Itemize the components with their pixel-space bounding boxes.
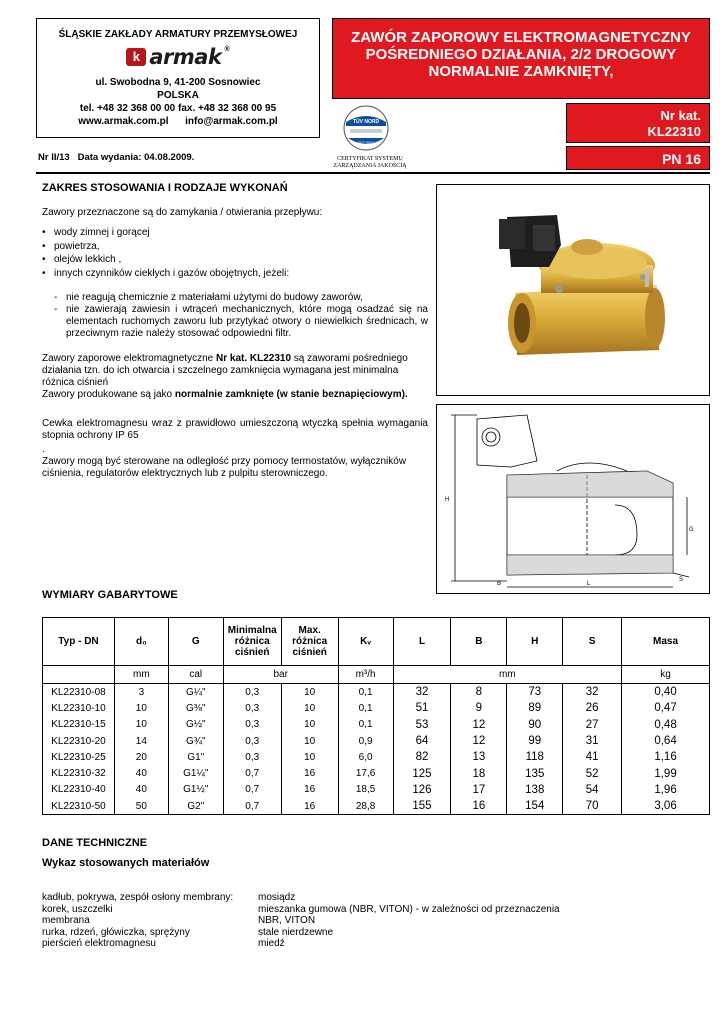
material-part: kadłub, pokrywa, zespół osłony membrany:	[42, 892, 234, 903]
table-cell: 9	[451, 700, 507, 716]
table-cell: 126	[393, 782, 451, 798]
list-item	[42, 904, 560, 916]
table-cell: KL22310-15	[43, 717, 115, 733]
table-cell: 40	[114, 782, 168, 798]
table-cell: 16	[451, 798, 507, 815]
pressure-rating: PN 16	[566, 146, 710, 170]
issue-number: Nr II/13	[38, 152, 70, 163]
material-part: korek, uszczelki	[42, 903, 113, 915]
table-cell: 64	[393, 733, 451, 749]
table-cell: 32	[563, 684, 622, 701]
list-item	[42, 938, 560, 950]
table-header: Kᵥ	[338, 618, 393, 666]
company-email-link[interactable]: info@armak.com.pl	[185, 116, 278, 127]
table-cell: 125	[393, 765, 451, 781]
table-cell: 10	[281, 684, 338, 701]
scope-paragraph-4: Zawory mogą być sterowane na odległość przy pomocy termostatów, wyłączników ciśnienia, regulatorów elektrycznych lub z pulpitu sterowniczego.	[42, 456, 407, 479]
table-row	[43, 749, 710, 765]
table-cell: 0,64	[622, 733, 710, 749]
material-part: rurka, rdzeń, główiczka, sprężyny	[42, 926, 190, 938]
issue-info	[38, 152, 194, 163]
list-item	[42, 892, 560, 904]
table-header: Masa	[622, 618, 710, 666]
table-cell: KL22310-10	[43, 700, 115, 716]
list-item: - nie zawierają zawiesin i wtrąceń mechanicznych, które mogą osadzać się na elementach ruchomych zaworu lub przytykać otwory o niewielkich średnicach, w przeciwnym razie należy stosować odpowiedni filtr.	[54, 304, 428, 339]
table-cell: 10	[114, 700, 168, 716]
issue-date: Data wydania: 04.08.2009.	[77, 152, 195, 163]
scope-paragraph-3: Cewka elektromagnesu wraz z prawidłowo umieszczoną wtyczką spełnia wymagania stopnia ochrony IP 65	[42, 418, 428, 441]
table-cell: 70	[563, 798, 622, 815]
table-cell: G1¼"	[168, 765, 223, 781]
catalog-number-box	[566, 103, 710, 143]
table-cell: 51	[393, 700, 451, 716]
table-cell: 53	[393, 717, 451, 733]
table-cell: 0,3	[223, 717, 281, 733]
table-cell: KL22310-32	[43, 765, 115, 781]
table-cell: 0,3	[223, 749, 281, 765]
table-cell: 10	[281, 717, 338, 733]
table-header: G	[168, 618, 223, 666]
table-cell: 31	[563, 733, 622, 749]
scope-intro: Zawory przeznaczone są do zamykania / otwierania przepływu:	[42, 207, 323, 218]
product-title: ZAWÓR ZAPOROWY ELEKTROMAGNETYCZNY POŚREDNIEGO DZIAŁANIA, 2/2 DROGOWY NORMALNIE ZAMKNIĘTY,	[332, 18, 710, 99]
table-cell: 0,7	[223, 782, 281, 798]
company-country: POLSKA	[157, 90, 199, 101]
table-cell: 0,40	[622, 684, 710, 701]
table-header: Minimalna różnica ciśnień	[223, 618, 281, 666]
logo-word: armak	[149, 45, 222, 69]
table-cell: 40	[114, 765, 168, 781]
table-cell: KL22310-25	[43, 749, 115, 765]
table-cell: 10	[281, 700, 338, 716]
table-cell: KL22310-08	[43, 684, 115, 701]
scope-paragraph-2: Zawory produkowane są jako normalnie zamknięte (w stanie beznapięciowym).	[42, 389, 408, 400]
table-cell: 8	[451, 684, 507, 701]
catalog-label: Nr kat.	[660, 108, 701, 123]
units-row: mm cal bar m³/h mm kg	[43, 666, 710, 684]
technical-heading: DANE TECHNICZNE	[42, 837, 148, 849]
table-cell: 99	[507, 733, 563, 749]
material-value: NBR, VITON	[258, 915, 316, 926]
table-cell: 26	[563, 700, 622, 716]
catalog-number: KL22310	[647, 124, 701, 139]
table-cell: 14	[114, 733, 168, 749]
table-cell: 6,0	[338, 749, 393, 765]
dimensions-table	[42, 617, 710, 815]
table-cell: 10	[114, 717, 168, 733]
table-cell: G¾"	[168, 733, 223, 749]
table-cell: 3,06	[622, 798, 710, 815]
material-value: mosiądz	[258, 892, 296, 903]
table-cell: G1"	[168, 749, 223, 765]
table-cell: G1½"	[168, 782, 223, 798]
table-row	[43, 782, 710, 798]
table-cell: 54	[563, 782, 622, 798]
certificate-caption: CERTYFIKAT SYSTEMU ZARZĄDZANIA JAKOŚCIĄ	[333, 156, 407, 169]
svg-text:G: G	[689, 527, 694, 533]
table-cell: 16	[281, 798, 338, 815]
list-item: • olejów lekkich ,	[42, 254, 122, 265]
table-cell: 41	[563, 749, 622, 765]
table-cell: 1,16	[622, 749, 710, 765]
svg-text:L: L	[587, 581, 591, 587]
material-part: membrana	[42, 915, 90, 926]
table-header: Typ - DN	[43, 618, 115, 666]
company-phone: tel. +48 32 368 00 00 fax. +48 32 368 00 95	[79, 103, 277, 114]
table-cell: 135	[507, 765, 563, 781]
table-cell: 3	[114, 684, 168, 701]
table-cell: 20	[114, 749, 168, 765]
table-cell: 0,7	[223, 765, 281, 781]
table-header: H	[507, 618, 563, 666]
table-header: S	[563, 618, 622, 666]
material-part: pierścień elektromagnesu	[42, 938, 156, 949]
svg-text:S: S	[679, 577, 684, 583]
table-header: B	[451, 618, 507, 666]
table-cell: 10	[281, 749, 338, 765]
table-cell: KL22310-20	[43, 733, 115, 749]
table-cell: 17	[451, 782, 507, 798]
company-web-link[interactable]: www.armak.com.pl	[78, 116, 169, 127]
table-cell: 0,47	[622, 700, 710, 716]
list-item	[42, 915, 560, 927]
svg-text:H: H	[445, 497, 450, 503]
table-cell: 82	[393, 749, 451, 765]
table-cell: G2"	[168, 798, 223, 815]
table-cell: 0,3	[223, 684, 281, 701]
armak-logo-icon: k	[126, 48, 146, 66]
table-cell: 1,96	[622, 782, 710, 798]
material-value: miedź	[258, 938, 285, 949]
table-row	[43, 700, 710, 716]
table-cell: 1,99	[622, 765, 710, 781]
table-cell: 52	[563, 765, 622, 781]
table-cell: 10	[281, 733, 338, 749]
scope-heading: ZAKRES STOSOWANIA I RODZAJE WYKONAŃ	[42, 182, 288, 194]
table-cell: 27	[563, 717, 622, 733]
product-photo	[436, 184, 710, 396]
company-name: ŚLĄSKIE ZAKŁADY ARMATURY PRZEMYSŁOWEJ	[58, 29, 298, 40]
table-cell: 18,5	[338, 782, 393, 798]
material-value: mieszanka gumowa (NBR, VITON) - w zależności od przeznaczenia	[258, 903, 560, 915]
table-header: d₀	[114, 618, 168, 666]
table-cell: G⅜"	[168, 700, 223, 716]
scope-dash-list	[54, 292, 428, 340]
company-box	[36, 18, 320, 138]
cross-section-drawing	[436, 404, 710, 594]
table-cell: 0,3	[223, 733, 281, 749]
materials-list	[42, 892, 560, 950]
table-cell: 17,6	[338, 765, 393, 781]
table-cell: 73	[507, 684, 563, 701]
list-item: - nie reagują chemicznie z materiałami użytymi do budowy zaworów,	[54, 292, 363, 303]
table-row	[43, 684, 710, 701]
table-row	[43, 733, 710, 749]
table-cell: 0,48	[622, 717, 710, 733]
table-cell: 89	[507, 700, 563, 716]
scope-bullet-list	[42, 226, 422, 280]
table-cell: 138	[507, 782, 563, 798]
table-header: Max. różnica ciśnień	[281, 618, 338, 666]
table-cell: 13	[451, 749, 507, 765]
table-cell: 12	[451, 717, 507, 733]
list-item: • powietrza,	[42, 240, 100, 252]
material-value: stale nierdzewne	[258, 926, 334, 938]
table-cell: 32	[393, 684, 451, 701]
table-cell: 0,7	[223, 798, 281, 815]
list-item	[42, 927, 560, 939]
table-row	[43, 798, 710, 815]
table-cell: 90	[507, 717, 563, 733]
table-cell: KL22310-40	[43, 782, 115, 798]
dimensions-heading: WYMIARY GABARYTOWE	[42, 589, 178, 601]
table-cell: 0,1	[338, 717, 393, 733]
table-cell: 0,9	[338, 733, 393, 749]
list-item: • wody zimnej i gorącej	[42, 227, 150, 238]
list-item: • innych czynników ciekłych i gazów obojętnych, jeżeli:	[42, 267, 290, 279]
svg-text:ISO 9001: ISO 9001	[357, 140, 375, 145]
table-cell: 0,1	[338, 684, 393, 701]
dimensions-table-body	[43, 684, 710, 815]
table-cell: 154	[507, 798, 563, 815]
table-cell: KL22310-50	[43, 798, 115, 815]
svg-text:B: B	[497, 581, 502, 587]
company-address: ul. Swobodna 9, 41-200 Sosnowiec	[95, 77, 261, 88]
table-cell: 118	[507, 749, 563, 765]
svg-text:TÜV NORD: TÜV NORD	[352, 119, 380, 125]
tuv-certificate-icon	[338, 104, 394, 152]
table-cell: 155	[393, 798, 451, 815]
table-cell: 28,8	[338, 798, 393, 815]
table-cell: 16	[281, 765, 338, 781]
table-cell: 16	[281, 782, 338, 798]
table-cell: 0,3	[223, 700, 281, 716]
table-cell: 50	[114, 798, 168, 815]
table-header: L	[393, 618, 451, 666]
table-row	[43, 765, 710, 781]
table-cell: G½"	[168, 717, 223, 733]
table-cell: 0,1	[338, 700, 393, 716]
scope-paragraph-1: Zawory zaporowe elektromagnetyczne Nr kat. KL22310 są zaworami pośredniego działania tzn. do ich otwarcia i szczelnego zamknięcia wymagana jest minimalna różnica ciśnień	[42, 353, 408, 388]
table-cell: 12	[451, 733, 507, 749]
header-divider	[36, 172, 710, 174]
table-cell: 18	[451, 765, 507, 781]
armak-logo: k armak ®	[108, 44, 248, 70]
table-header-row	[43, 618, 710, 666]
materials-subheading: Wykaz stosowanych materiałów	[42, 857, 210, 869]
table-cell: G¼"	[168, 684, 223, 701]
table-row	[43, 717, 710, 733]
